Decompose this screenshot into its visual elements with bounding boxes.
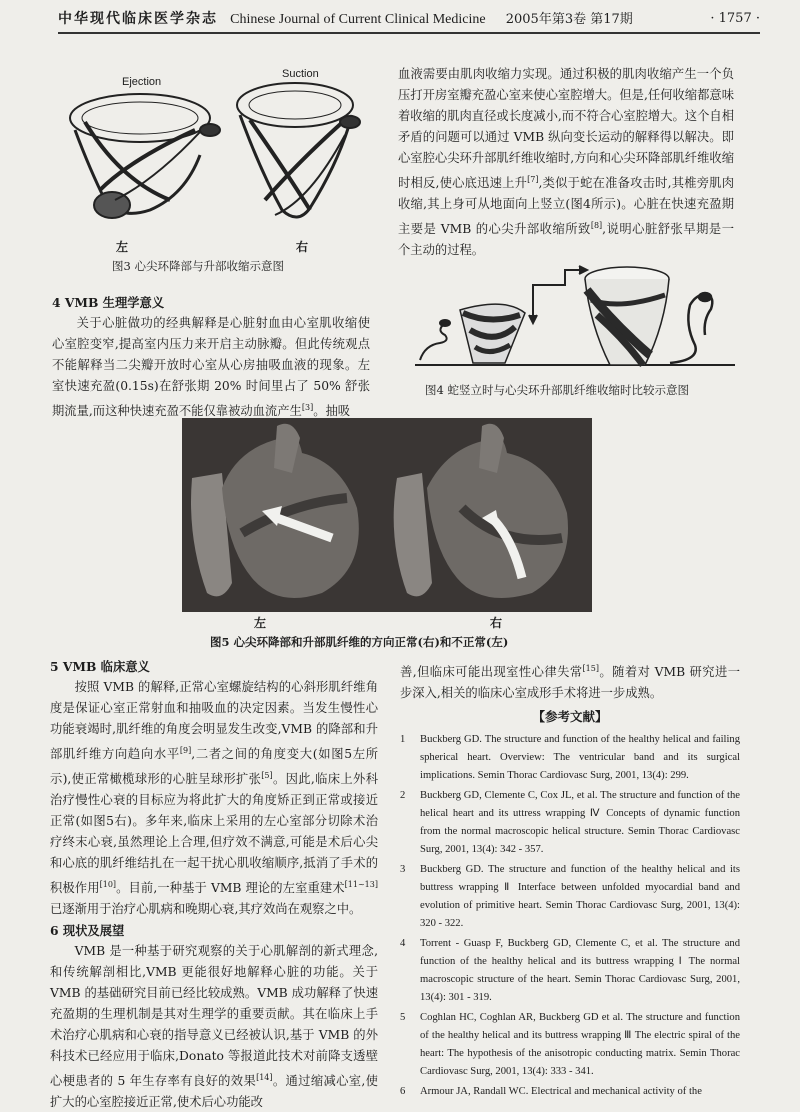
section-6-paragraph: VMB 是一种基于研究观察的关于心肌解剖的新式理念,和传统解剖相比,VMB 更能很好地解释心脏的功能。关于 VMB 的基础研究目前已经比较成熟。VMB 成功解释了快速充盈期的生理机制是其对生理学的重要贡献。其在临床上手术治疗心肌病和心衰的指导意义已经被认识,基于 VMB 的外科技术已经应用于临床,Donato 等报道此技术对前降支透壁心梗患者的 5 年生存率有良好的效果[14]。通过缩减心室,使扩大的心室腔接近正常,使术后心功能改 — [50, 944, 378, 1110]
reference-number: 5 — [400, 1012, 406, 1024]
reference-number: 3 — [400, 864, 406, 876]
right-column-top-paragraph: 血液需要由肌肉收缩力实现。通过积极的肌肉收缩产生一个负压打开房室瓣充盈心室来使心室腔增大。但是,任何收缩都意味着收缩的肌肉直径或长度减小,而不符合心室腔增大。这个自相矛盾的问题可以通过 VMB 纵向变长运动的解释得以解决。即心室腔心尖环升部肌纤维收缩时,方向和心尖环降部肌纤维收缩时相反,使心底迅速上升[7],类似于蛇在准备攻击时,其椎旁肌肉收缩,其上身可从地面向上竖立(图4所示)。心脏在快速充盈期主要是 VMB 的心尖升部收缩所致[8],说明心脏舒张早期是一个主动的过程。 — [398, 67, 734, 258]
reference-list — [400, 731, 740, 1101]
reference-text: Buckberg GD. The structure and function of the healthy helical and failing spherical heart. Overview: The ventricular band and its surgical implications. Semin Thorac Cardiovasc Surg, 2001, 13(4): 299. — [420, 734, 740, 782]
figure-5-left-label: 左 — [254, 616, 267, 630]
figure-3-illustration — [60, 60, 370, 240]
figure-5-caption: 图5 心尖环降部和升部肌纤维的方向正常(右)和不正常(左) — [210, 635, 509, 649]
right-column-bottom-text — [400, 658, 740, 1103]
reference-number: 4 — [400, 938, 406, 950]
figure-3-caption: 图3 心尖环降部与升部收缩示意图 — [112, 259, 284, 273]
figure-3-right-label: 右 — [296, 240, 309, 254]
reference-number: 6 — [400, 1086, 406, 1098]
reference-item — [400, 861, 740, 933]
suction-helix-drawing — [237, 83, 360, 217]
section-5-paragraph: 按照 VMB 的解释,正常心室螺旋结构的心斜形肌纤维角度是保证心室正常射血和抽吸血的决定因素。当发生慢性心功能衰竭时,肌纤维的角度会明显发生改变,VMB 的降部和升部肌纤维方向趋向水平[9],二者之间的角度变大(如图5左所示),使正常橄榄球形的心脏呈球形扩张[5]。因此,临床上外科治疗慢性心衰的目标应为将此扩大的角度矫正到正常或接近正常(如图5右)。多年来,临床上采用的左心室部分切除术治疗终末心衰,虽然理论上合理,但疗效不满意,可能是术后心尖和心底的肌纤维结扎在一起干扰心肌收缩顺序,抵消了手术的积极作用[10]。目前,一种基于 VMB 理论的左室重建术[11~13]已逐渐用于治疗心肌病和晚期心衰,其疗效尚在观察之中。 — [50, 680, 378, 917]
reference-item — [400, 935, 740, 1007]
section-4-heading: 4 VMB 生理学意义 — [52, 295, 165, 310]
figure-5-right-label: 右 — [490, 616, 503, 630]
section-6-heading: 6 现状及展望 — [50, 923, 125, 939]
right-column-top-text — [398, 64, 734, 261]
journal-title-cn: 中华现代临床医学杂志 — [58, 11, 218, 27]
journal-title-en: Chinese Journal of Current Clinical Medicine — [230, 12, 486, 27]
figure-3-suction-label: Suction — [282, 68, 319, 80]
figure-5 — [182, 418, 592, 612]
reference-item — [400, 1083, 740, 1101]
running-header — [58, 8, 760, 34]
issue-info: 2005年第3卷 第17期 — [505, 12, 633, 27]
section-4-paragraph: 关于心脏做功的经典解释是心脏射血由心室肌收缩使心室腔变窄,提高室内压力来开启主动脉瓣。但此传统观点不能解释当二尖瓣开放时心室从心房抽吸血液的现象。左室快速充盈(0.15s)在舒张期 20% 时间里占了 50% 舒张期流量,而这种快速充盈不能仅靠被动血流产生[3]。抽吸 — [52, 316, 370, 419]
reference-text: Coghlan HC, Coghlan AR, Buckberg GD et al. The structure and function of the healthy helical and its buttress wrapping Ⅲ The electric spiral of the heart: The hypothesis of the anisotropic conducting matrix. Semin Thorac Cardiovasc Surg, 2001, 13(4): 333 - 341. — [420, 1012, 740, 1078]
low-helix-cone — [460, 304, 525, 363]
reference-number: 2 — [400, 790, 406, 802]
reference-text: Torrent - Guasp F, Buckberg GD, Clemente C, et al. The structure and function of the healthy helical and its buttress wrapping Ⅰ The normal macroscopic structure of the heart. Semin Thorac Cardiovasc Surg, 2001, 13(4): 301 - 319. — [420, 938, 740, 1004]
reference-text: Buckberg GD, Clemente C, Cox JL, et al. The structure and function of the helical heart and its uttress wrapping Ⅳ Concepts of dynamic function from the normal macroscopic helical structure. Semin Thorac Cardiovasc Surg, 2001, 13(4): 342 - 357. — [420, 790, 740, 856]
reference-item — [400, 787, 740, 859]
figure-3 — [60, 60, 370, 280]
figure-3-left-label: 左 — [116, 240, 129, 254]
figure-4-caption: 图4 蛇竖立时与心尖环升部肌纤维收缩时比较示意图 — [425, 383, 689, 397]
ejection-helix-drawing — [70, 94, 220, 218]
reference-text: Buckberg GD. The structure and function of the healthy helical and its buttress wrapping Ⅱ Interface between unfolded myocardial band and evolution of primitive heart. Semin Thorac Cardiovasc Surg, 2001, 13(4): 320 - 322. — [420, 864, 740, 930]
coiled-snake-left — [420, 320, 450, 360]
section-4 — [52, 292, 370, 422]
upright-cobra-right — [670, 293, 712, 363]
tall-helix-cone — [585, 267, 669, 365]
reference-item — [400, 731, 740, 785]
page-number: · 1757 · — [710, 11, 760, 26]
reference-number: 1 — [400, 734, 406, 746]
section-5-heading: 5 VMB 临床意义 — [50, 659, 150, 674]
abnormal-heart-left — [191, 424, 359, 598]
right-column-bottom-paragraph: 善,但临床可能出现室性心律失常[15]。随着对 VMB 研究进一步深入,相关的临床心室成形手术将进一步成熟。 — [400, 664, 740, 701]
left-column-bottom-text — [50, 656, 378, 1112]
direction-arrow — [529, 266, 587, 323]
reference-item — [400, 1009, 740, 1081]
figure-4 — [415, 265, 735, 375]
figure-5-illustration — [182, 418, 592, 612]
figure-3-ejection-label: Ejection — [122, 76, 162, 88]
reference-text: Armour JA, Randall WC. Electrical and mechanical activity of the — [420, 1086, 702, 1098]
normal-heart-right — [394, 424, 568, 598]
figure-4-illustration — [415, 265, 735, 375]
references-heading: 【参考文献】 — [532, 709, 608, 725]
